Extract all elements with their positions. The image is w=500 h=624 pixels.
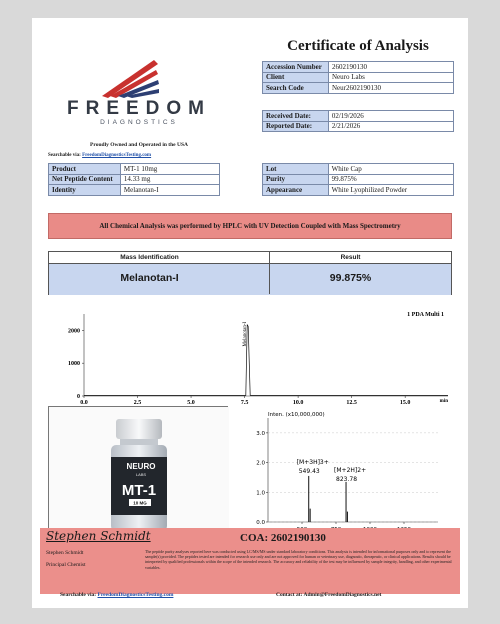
- ms-peak2-value: 823.78: [336, 475, 358, 483]
- column-divider: [269, 252, 270, 294]
- ms-y-tick-label: 0.0: [256, 520, 265, 526]
- vial-sub: LABS: [135, 472, 147, 477]
- lot-table: [262, 163, 454, 196]
- net-peptide-value: 14.33 mg: [120, 174, 219, 185]
- table-row: [263, 111, 454, 122]
- identification-value: Melanotan-I: [120, 272, 179, 284]
- lot-value: White Cap: [328, 164, 453, 175]
- ms-peak1-value: 549.43: [298, 467, 320, 475]
- table-row: [49, 174, 220, 185]
- table-row: [263, 164, 454, 175]
- searchable-label: Searchable via:: [48, 153, 81, 158]
- purity-value: 99.875%: [328, 174, 453, 185]
- freedom-logo-icon: [94, 52, 164, 102]
- chromatogram-peak-label: Melanotan-I: [242, 321, 248, 347]
- analysis-banner-text: All Chemical Analysis was performed by HPLC with UV Detection Coupled with Mass Spectrometry: [99, 222, 401, 230]
- chromatogram-trace: [84, 324, 448, 395]
- table-row: [263, 72, 454, 83]
- identity-label: Identity: [49, 185, 121, 196]
- chromatogram-x-tick-label: 2.5: [133, 400, 142, 406]
- footer-searchable-label: Searchable via:: [60, 592, 97, 598]
- mass-identification-header: Mass Identification: [120, 254, 179, 261]
- signer-name: Stephen Schmidt: [46, 550, 84, 556]
- table-row: [263, 174, 454, 185]
- chromatogram-x-tick-label: 12.5: [346, 400, 357, 406]
- vial-image: [49, 407, 229, 539]
- footer-searchable: [60, 592, 173, 598]
- coa-page: [32, 18, 468, 608]
- table-row: [49, 185, 220, 196]
- table-row: [263, 62, 454, 73]
- owned-text: Proudly Owned and Operated in the USA: [90, 142, 188, 148]
- appearance-label: Appearance: [263, 185, 329, 196]
- chromatogram-y-tick-label: 1000: [68, 361, 80, 368]
- search-code-label: Search Code: [263, 83, 329, 94]
- vial-brand: NEURO: [126, 462, 156, 471]
- accession-value: 2602190130: [328, 62, 453, 73]
- appearance-value: White Lyophilized Powder: [328, 185, 453, 196]
- website-link[interactable]: FreedomDiagnosticsTesting.com: [82, 153, 152, 158]
- product-label: Product: [49, 164, 121, 175]
- result-table: [48, 251, 452, 295]
- received-label: Received Date:: [263, 111, 329, 122]
- chromatogram-x-tick-label: 5.0: [187, 400, 195, 406]
- received-value: 02/19/2026: [328, 111, 453, 122]
- purity-label: Purity: [263, 174, 329, 185]
- chromatogram-chart: [48, 308, 452, 408]
- search-code-value: Neur2602190130: [328, 83, 453, 94]
- chromatogram-legend: 1 PDA Multi 1: [407, 312, 444, 318]
- mass-spectrum-chart: [228, 406, 452, 538]
- chromatogram-x-tick-label: 0.0: [80, 400, 88, 406]
- ms-y-tick-label: 1.0: [256, 490, 265, 497]
- client-value: Neuro Labs: [328, 72, 453, 83]
- footer-contact[interactable]: Contact at: Admin@FreedomDiagnostics.net: [276, 592, 382, 598]
- identity-value: Melanotan-I: [120, 185, 219, 196]
- ms-intensity-label: Inten. (x10,000,000): [268, 412, 325, 418]
- chromatogram-x-unit: min: [439, 399, 448, 404]
- chromatogram-x-tick-label: 15.0: [399, 400, 411, 406]
- product-value: MT-1 10mg: [120, 164, 219, 175]
- certificate-title: Certificate of Analysis: [287, 38, 429, 54]
- table-row: [49, 164, 220, 175]
- chromatogram-y-tick-label: 2000: [68, 328, 80, 335]
- result-body-row: [49, 264, 451, 295]
- net-peptide-label: Net Peptide Content: [49, 174, 121, 185]
- client-label: Client: [263, 72, 329, 83]
- table-row: [263, 185, 454, 196]
- accession-label: Accession Number: [263, 62, 329, 73]
- result-value: 99.875%: [329, 272, 372, 284]
- vial-dose: 10 MG: [133, 500, 147, 506]
- searchable-top: [48, 153, 151, 158]
- chromatogram-x-tick-label: 10.0: [292, 400, 304, 406]
- accession-table: [262, 61, 454, 94]
- ms-y-tick-label: 3.0: [256, 430, 265, 437]
- ms-y-tick-label: 2.0: [256, 460, 265, 467]
- vial-cap: [116, 419, 162, 439]
- product-photo: [48, 406, 228, 538]
- vial-product-name: MT-1: [121, 482, 157, 499]
- lot-label: Lot: [263, 164, 329, 175]
- dates-table: [262, 110, 454, 132]
- brand-tagline: DIAGNOSTICS: [100, 119, 178, 126]
- coa-number: COA: 2602190130: [240, 532, 326, 544]
- reported-value: 2/21/2026: [328, 121, 453, 132]
- signer-role: Principal Chemist: [46, 562, 86, 568]
- footer-website-link[interactable]: FreedomDiagnosticsTesting.com: [97, 592, 174, 598]
- brand-wordmark: FREEDOM: [67, 98, 211, 119]
- analysis-banner: [48, 213, 452, 239]
- chromatogram-x-tick-label: 7.5: [240, 400, 249, 406]
- result-header: Result: [340, 254, 361, 261]
- ms-peak2-label: [M+2H]2+: [334, 466, 367, 474]
- disclaimer-text: The peptide purity analyses reported here was conducted using LC/MS/MS under standard laboratory conditions. This analysis is intended for informational purposes only and to represent the sample(s) provided. The peptides tested are intended for research use only and are not approved for human or veterinary use, diagnostic, therapeutic, or clinical applications. Results should be interpreted by qualified professionals within the scope of the intended research. The accuracy and reliability of the test may be influenced by sample integrity, handling, and other experimental variables.: [145, 549, 452, 570]
- reported-label: Reported Date:: [263, 121, 329, 132]
- signature-section: [40, 528, 460, 594]
- signature: Stephen Schmidt: [46, 529, 151, 543]
- chromatogram-y-tick-label: 0: [77, 394, 80, 400]
- table-row: [263, 121, 454, 132]
- result-header-row: [49, 252, 451, 264]
- ms-peak1-label: [M+3H]3+: [296, 458, 329, 466]
- table-row: [263, 83, 454, 94]
- product-table: [48, 163, 220, 196]
